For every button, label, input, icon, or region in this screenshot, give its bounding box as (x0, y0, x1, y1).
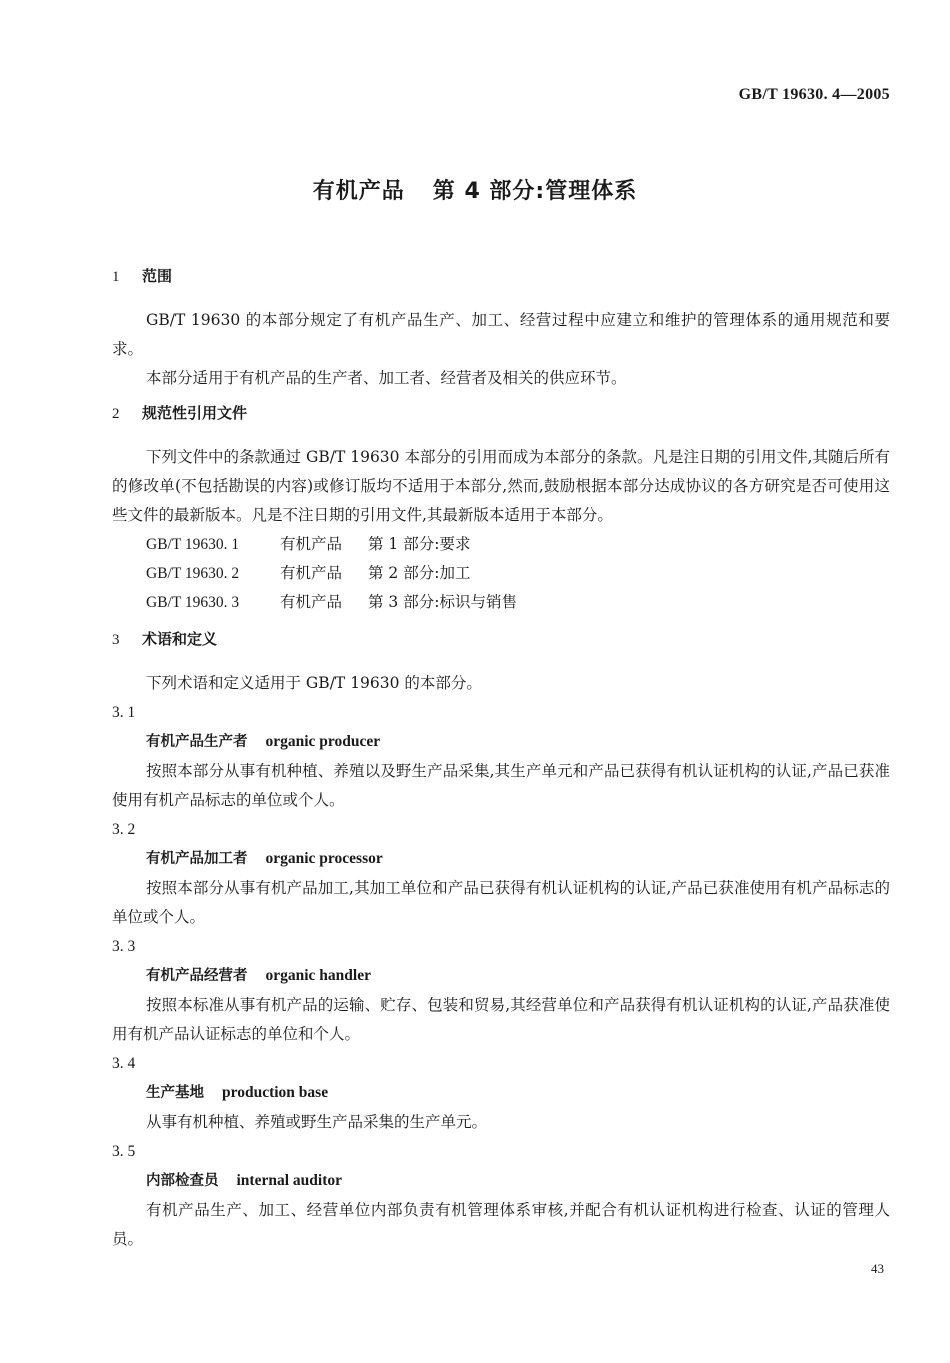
term-definition: 从事有机种植、养殖或野生产品采集的生产单元。 (146, 1113, 488, 1131)
section-3-heading: 3 术语和定义 (112, 630, 218, 648)
section-2-heading: 2 规范性引用文件 (112, 404, 248, 422)
term-number: 3. 4 (112, 1055, 136, 1072)
term-heading: 有机产品经营者 organic handler (146, 967, 371, 984)
term-heading: 有机产品生产者 organic producer (146, 733, 381, 750)
section-3-intro: 下列术语和定义适用于 GB/T 19630 的本部分。 (146, 674, 482, 692)
reference-item: GB/T 19630. 2 有机产品 第 2 部分:加工 (146, 564, 471, 582)
title-part-a: 有机产品 (312, 179, 405, 204)
term-definition: 按照本部分从事有机种植、养殖以及野生产品采集,其生产单元和产品已获得有机认证机构的认证,产品已获准使用有机产品标志的单位或个人。 (112, 762, 890, 809)
title-part-b: 第 4 部分:管理体系 (432, 179, 638, 204)
term-definition: 按照本部分从事有机产品加工,其加工单位和产品已获得有机认证机构的认证,产品已获准使用有机产品标志的单位或个人。 (112, 879, 890, 926)
section-1-paragraph: 本部分适用于有机产品的生产者、加工者、经营者及相关的供应环节。 (146, 369, 627, 387)
reference-list (112, 530, 890, 617)
section-1-heading: 1 范围 (112, 267, 173, 285)
section-1-paragraph: GB/T 19630 的本部分规定了有机产品生产、加工、经营过程中应建立和维护的管理体系的通用规范和要求。 (112, 311, 890, 358)
term-heading: 有机产品加工者 organic processor (146, 850, 383, 867)
page-number: 43 (871, 1261, 884, 1276)
term-number: 3. 1 (112, 704, 136, 721)
term-definition: 按照本标准从事有机产品的运输、贮存、包装和贸易,其经营单位和产品获得有机认证机构的认证,产品获准使用有机产品认证标志的单位和个人。 (112, 996, 890, 1043)
term-number: 3. 3 (112, 938, 136, 955)
document-title (0, 174, 950, 205)
term-number: 3. 2 (112, 821, 136, 838)
standard-number: GB/T 19630. 4—2005 (738, 86, 890, 103)
term-number: 3. 5 (112, 1143, 136, 1160)
term-heading: 内部检查员 internal auditor (146, 1172, 342, 1189)
term-definition: 有机产品生产、加工、经营单位内部负责有机管理体系审核,并配合有机认证机构进行检查、认证的管理人员。 (112, 1201, 890, 1248)
document-body (112, 262, 890, 1254)
reference-item: GB/T 19630. 3 有机产品 第 3 部分:标识与销售 (146, 593, 517, 611)
term-heading: 生产基地 production base (146, 1084, 329, 1101)
section-2-paragraph: 下列文件中的条款通过 GB/T 19630 本部分的引用而成为本部分的条款。凡是注日期的引用文件,其随后所有的修改单(不包括勘误的内容)或修订版均不适用于本部分,然而,鼓励根据本部分达成协议的各方研究是否可使用这些文件的最新版本。凡是不注日期的引用文件,其最新版本适用于本部分。 (112, 448, 890, 524)
reference-item: GB/T 19630. 1 有机产品 第 1 部分:要求 (146, 535, 471, 553)
